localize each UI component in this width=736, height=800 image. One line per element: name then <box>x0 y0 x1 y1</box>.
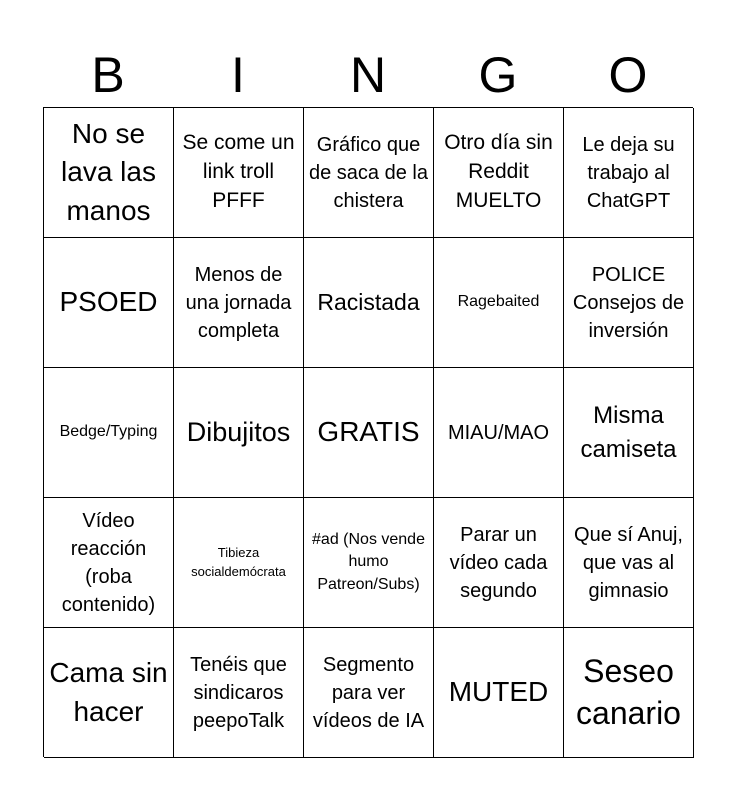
bingo-cell[interactable] <box>304 238 434 368</box>
cell-text: Cama sin hacer <box>49 656 168 727</box>
bingo-cell[interactable] <box>434 108 564 238</box>
cell-text: Racistada <box>317 289 420 316</box>
bingo-cell[interactable] <box>44 238 174 368</box>
bingo-cell[interactable] <box>304 498 434 628</box>
cell-text: Tibieza socialdemócrata <box>191 545 286 579</box>
bingo-cell[interactable] <box>304 108 434 238</box>
cell-text: Segmento para ver vídeos de IA <box>312 653 425 732</box>
cell-text: Otro día sin Reddit MUELTO <box>444 131 553 212</box>
cell-text: Menos de una jornada completa <box>185 263 292 342</box>
cell-text: Tenéis que sindicaros peepoTalk <box>190 653 287 732</box>
header-letter-b: B <box>91 47 125 103</box>
cell-text: PSOED <box>59 286 158 318</box>
header-letter-g: G <box>478 47 518 103</box>
cell-text: Vídeo reacción (roba contenido) <box>61 509 156 616</box>
header-letter-i: I <box>231 47 245 103</box>
bingo-cell[interactable] <box>44 108 174 238</box>
bingo-cell[interactable] <box>434 498 564 628</box>
bingo-cell[interactable] <box>44 368 174 498</box>
cell-text: #ad (Nos vende humo Patreon/Subs) <box>312 530 425 593</box>
bingo-cell[interactable] <box>304 628 434 758</box>
cell-text: Ragebaited <box>457 293 540 311</box>
cell-text: Misma camiseta <box>580 402 677 463</box>
bingo-cell[interactable] <box>434 238 564 368</box>
cell-text: No se lava las manos <box>61 117 156 226</box>
bingo-cell[interactable] <box>304 368 434 498</box>
cell-text: Bedge/Typing <box>59 423 158 441</box>
cell-text: MIAU/MAO <box>447 421 550 444</box>
bingo-header <box>43 44 693 106</box>
bingo-cell[interactable] <box>44 628 174 758</box>
bingo-cell[interactable] <box>564 368 694 498</box>
cell-text: Parar un vídeo cada segundo <box>449 523 548 602</box>
cell-text: Dibujitos <box>186 417 291 448</box>
bingo-cell[interactable] <box>564 628 694 758</box>
cell-text: Seseo canario <box>576 652 681 731</box>
cell-text: Se come un link troll PFFF <box>182 131 295 212</box>
bingo-board <box>43 107 693 757</box>
cell-text: POLICE Consejos de inversión <box>572 263 685 342</box>
cell-text: Gráfico que de saca de la chistera <box>309 133 428 212</box>
bingo-cell[interactable] <box>174 108 304 238</box>
cell-text: MUTED <box>448 676 549 708</box>
bingo-cell[interactable] <box>174 628 304 758</box>
header-letter-o: O <box>608 47 648 103</box>
cell-text: GRATIS <box>317 416 420 448</box>
bingo-cell[interactable] <box>44 498 174 628</box>
bingo-cell[interactable] <box>174 498 304 628</box>
cell-text: Que sí Anuj, que vas al gimnasio <box>574 523 683 602</box>
bingo-cell[interactable] <box>174 238 304 368</box>
bingo-cell[interactable] <box>564 108 694 238</box>
bingo-cell[interactable] <box>564 238 694 368</box>
bingo-cell[interactable] <box>564 498 694 628</box>
bingo-cell[interactable] <box>434 628 564 758</box>
header-letter-n: N <box>349 47 387 103</box>
bingo-cell[interactable] <box>174 368 304 498</box>
cell-text: Le deja su trabajo al ChatGPT <box>582 133 675 212</box>
bingo-cell[interactable] <box>434 368 564 498</box>
